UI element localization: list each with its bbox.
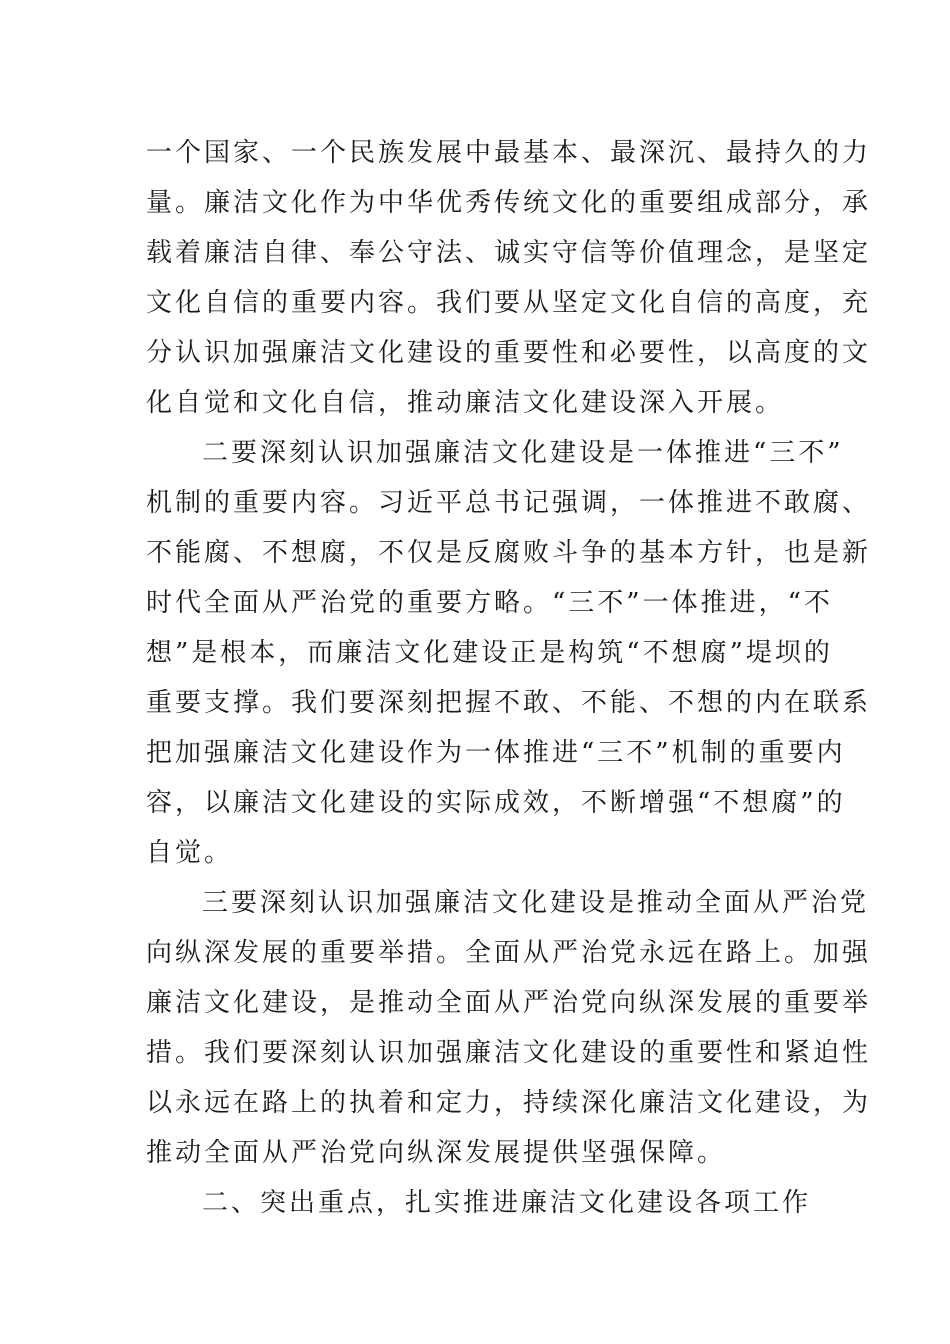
text-line: 措。我们要深刻认识加强廉洁文化建设的重要性和紧迫性	[146, 1038, 872, 1068]
text-line: 向纵深发展的重要举措。全面从严治党永远在路上。加强	[146, 938, 872, 968]
text-line: 推动全面从严治党向纵深发展提供坚强保障。	[146, 1138, 727, 1168]
text-line: 把加强廉洁文化建设作为一体推进“三不”机制的重要内	[146, 738, 846, 768]
text-line: 不能腐、不想腐，不仅是反腐败斗争的基本方针，也是新	[146, 538, 872, 568]
document-body	[146, 128, 872, 1228]
section-heading: 二、突出重点，扎实推进廉洁文化建设各项工作	[202, 1188, 812, 1218]
text-line: 分认识加强廉洁文化建设的重要性和必要性，以高度的文	[146, 338, 872, 368]
text-line: 时代全面从严治党的重要方略。“三不”一体推进，“不	[146, 588, 833, 618]
text-line: 重要支撑。我们要深刻把握不敢、不能、不想的内在联系	[146, 688, 872, 718]
paragraph-start-line: 二要深刻认识加强廉洁文化建设是一体推进“三不”	[202, 438, 844, 468]
text-line: 机制的重要内容。习近平总书记强调，一体推进不敢腐、	[146, 488, 872, 518]
text-line: 廉洁文化建设，是推动全面从严治党向纵深发展的重要举	[146, 988, 872, 1018]
text-line: 想”是根本，而廉洁文化建设正是构筑“不想腐”堤坝的	[146, 638, 833, 668]
text-line: 以永远在路上的执着和定力，持续深化廉洁文化建设，为	[146, 1088, 872, 1118]
text-line: 化自觉和文化自信，推动廉洁文化建设深入开展。	[146, 388, 785, 418]
text-line: 载着廉洁自律、奉公守法、诚实守信等价值理念，是坚定	[146, 238, 872, 268]
paragraph-start-line: 三要深刻认识加强廉洁文化建设是推动全面从严治党	[202, 888, 870, 918]
text-line: 自觉。	[146, 838, 234, 868]
text-line: 一个国家、一个民族发展中最基本、最深沉、最持久的力	[146, 138, 872, 168]
text-line: 文化自信的重要内容。我们要从坚定文化自信的高度，充	[146, 288, 872, 318]
text-line: 量。廉洁文化作为中华优秀传统文化的重要组成部分，承	[146, 188, 872, 218]
text-line: 容，以廉洁文化建设的实际成效，不断增强“不想腐”的	[146, 788, 846, 818]
